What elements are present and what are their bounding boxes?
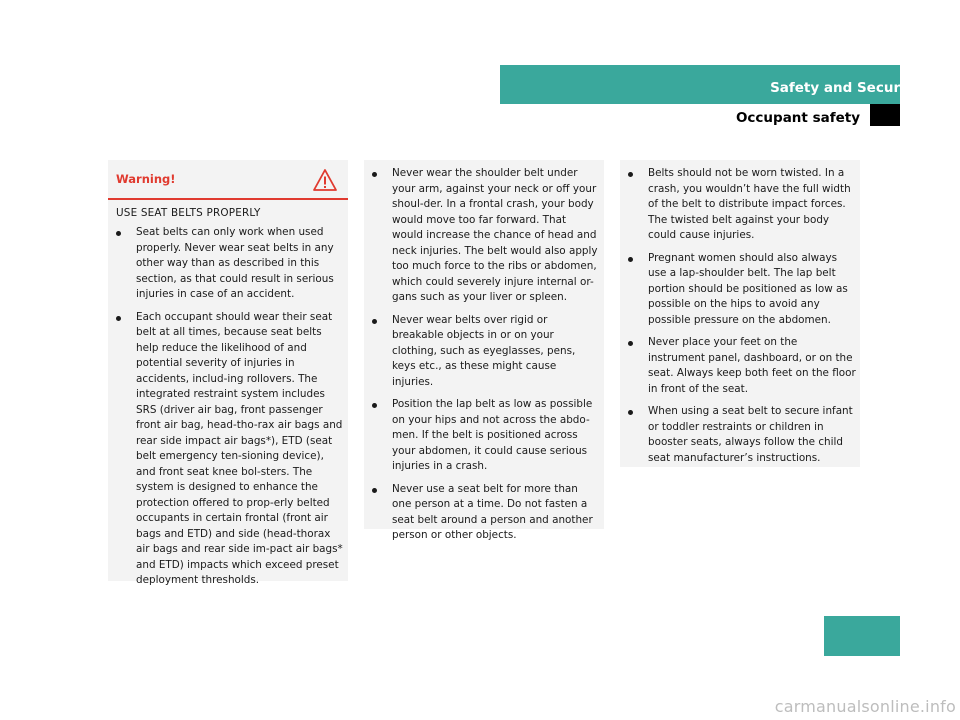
header-marker [870,104,900,126]
list-item [628,251,856,329]
list-item-text: Never wear the shoulder belt under your arm, against your neck or off your shoul-der. In a frontal crash, your body would move too far forward. That would increase the chance of head and neck injuries. The belt would also apply too much force to the ribs or abdomen, which could severely injure internal or-gans such as your liver or spleen. [392,167,598,303]
bullet-icon [628,410,633,415]
list-item-text: Never place your feet on the instrument panel, dashboard, or on the seat. Always keep both feet on the floor in front of the seat. [648,336,856,395]
list-item [628,404,856,466]
list-item-text: Never wear belts over rigid or breakable objects in or on your clothing, such as eyeglasses, pens, keys etc., as these might cause injuries. [392,313,576,388]
bullet-icon [628,257,633,262]
bullet-icon [116,316,121,321]
bullet-icon [372,403,377,408]
right-panel [620,160,860,467]
bullet-icon [372,488,377,493]
warning-header [108,160,348,200]
list-item [372,397,600,475]
warning-title: Warning! [116,172,176,186]
warning-caption: USE SEAT BELTS PROPERLY [116,207,261,219]
warning-panel [108,160,348,587]
watermark: carmanualsonline.info [774,697,956,716]
subsection-title: Occupant safety [735,110,860,126]
section-title: Safety and Security [770,80,920,96]
warning-body [116,206,344,596]
list-item-text: Pregnant women should also always use a lap-shoulder belt. The lap belt portion should be positioned as low as possible on the hips to avoid any possible pressure on the abdomen. [648,251,848,326]
list-item [116,225,344,303]
list-item [372,166,600,306]
middle-body [372,166,600,551]
list-item [116,310,344,589]
list-item [628,166,856,244]
list-item [372,313,600,391]
list-item [628,335,856,397]
middle-list [372,166,600,544]
list-item-text: Each occupant should wear their seat belt at all times, because seat belts help reduce the likelihood of and potential severity of injuries in accidents, includ-ing rollovers. The integrated restraint system includes SRS (driver air bag, front passenger front air bag, head-tho-rax air bags and rear side impact air bags*), ETD (seat belt emergency ten-sioning device), and front seat knee bol-sters. The system is designed to enhance the protection offered to prop-erly belted occupants in certain frontal (front air bags and ETD) and side (head-thorax air bags and rear side im-pact air bags* and ETD) impacts which exceed preset deployment thresholds. [136,310,343,587]
list-item-text: Never use a seat belt for more than one person at a time. Do not fasten a seat belt around a person and another person or other objects. [392,482,593,541]
page-number: 77 [900,622,920,638]
right-body [628,166,856,473]
bullet-icon [372,172,377,177]
bullet-icon [628,341,633,346]
list-item-text: Seat belts can only work when used properly. Never wear seat belts in any other way than as described in this section, as that could result in serious injuries in case of an accident. [136,226,334,301]
bullet-icon [116,231,121,236]
warning-triangle-icon [312,168,338,192]
warning-list [116,225,344,589]
middle-panel [364,160,604,541]
list-item-text: When using a seat belt to secure infant or toddler restraints or children in booster seats, always follow the child seat manufacturer’s instructions. [648,405,853,464]
bullet-icon [628,172,633,177]
page-number-box [824,616,900,656]
list-item-text: Belts should not be worn twisted. In a crash, you wouldn’t have the full width of the belt to distribute impact forces. The twisted belt against your body could cause injuries. [648,167,851,241]
list-item-text: Position the lap belt as low as possible on your hips and not across the abdo-men. If the belt is positioned across your abdomen, it could cause serious injuries in a crash. [392,398,593,472]
bullet-icon [372,319,377,324]
list-item [372,482,600,544]
right-list [628,166,856,466]
